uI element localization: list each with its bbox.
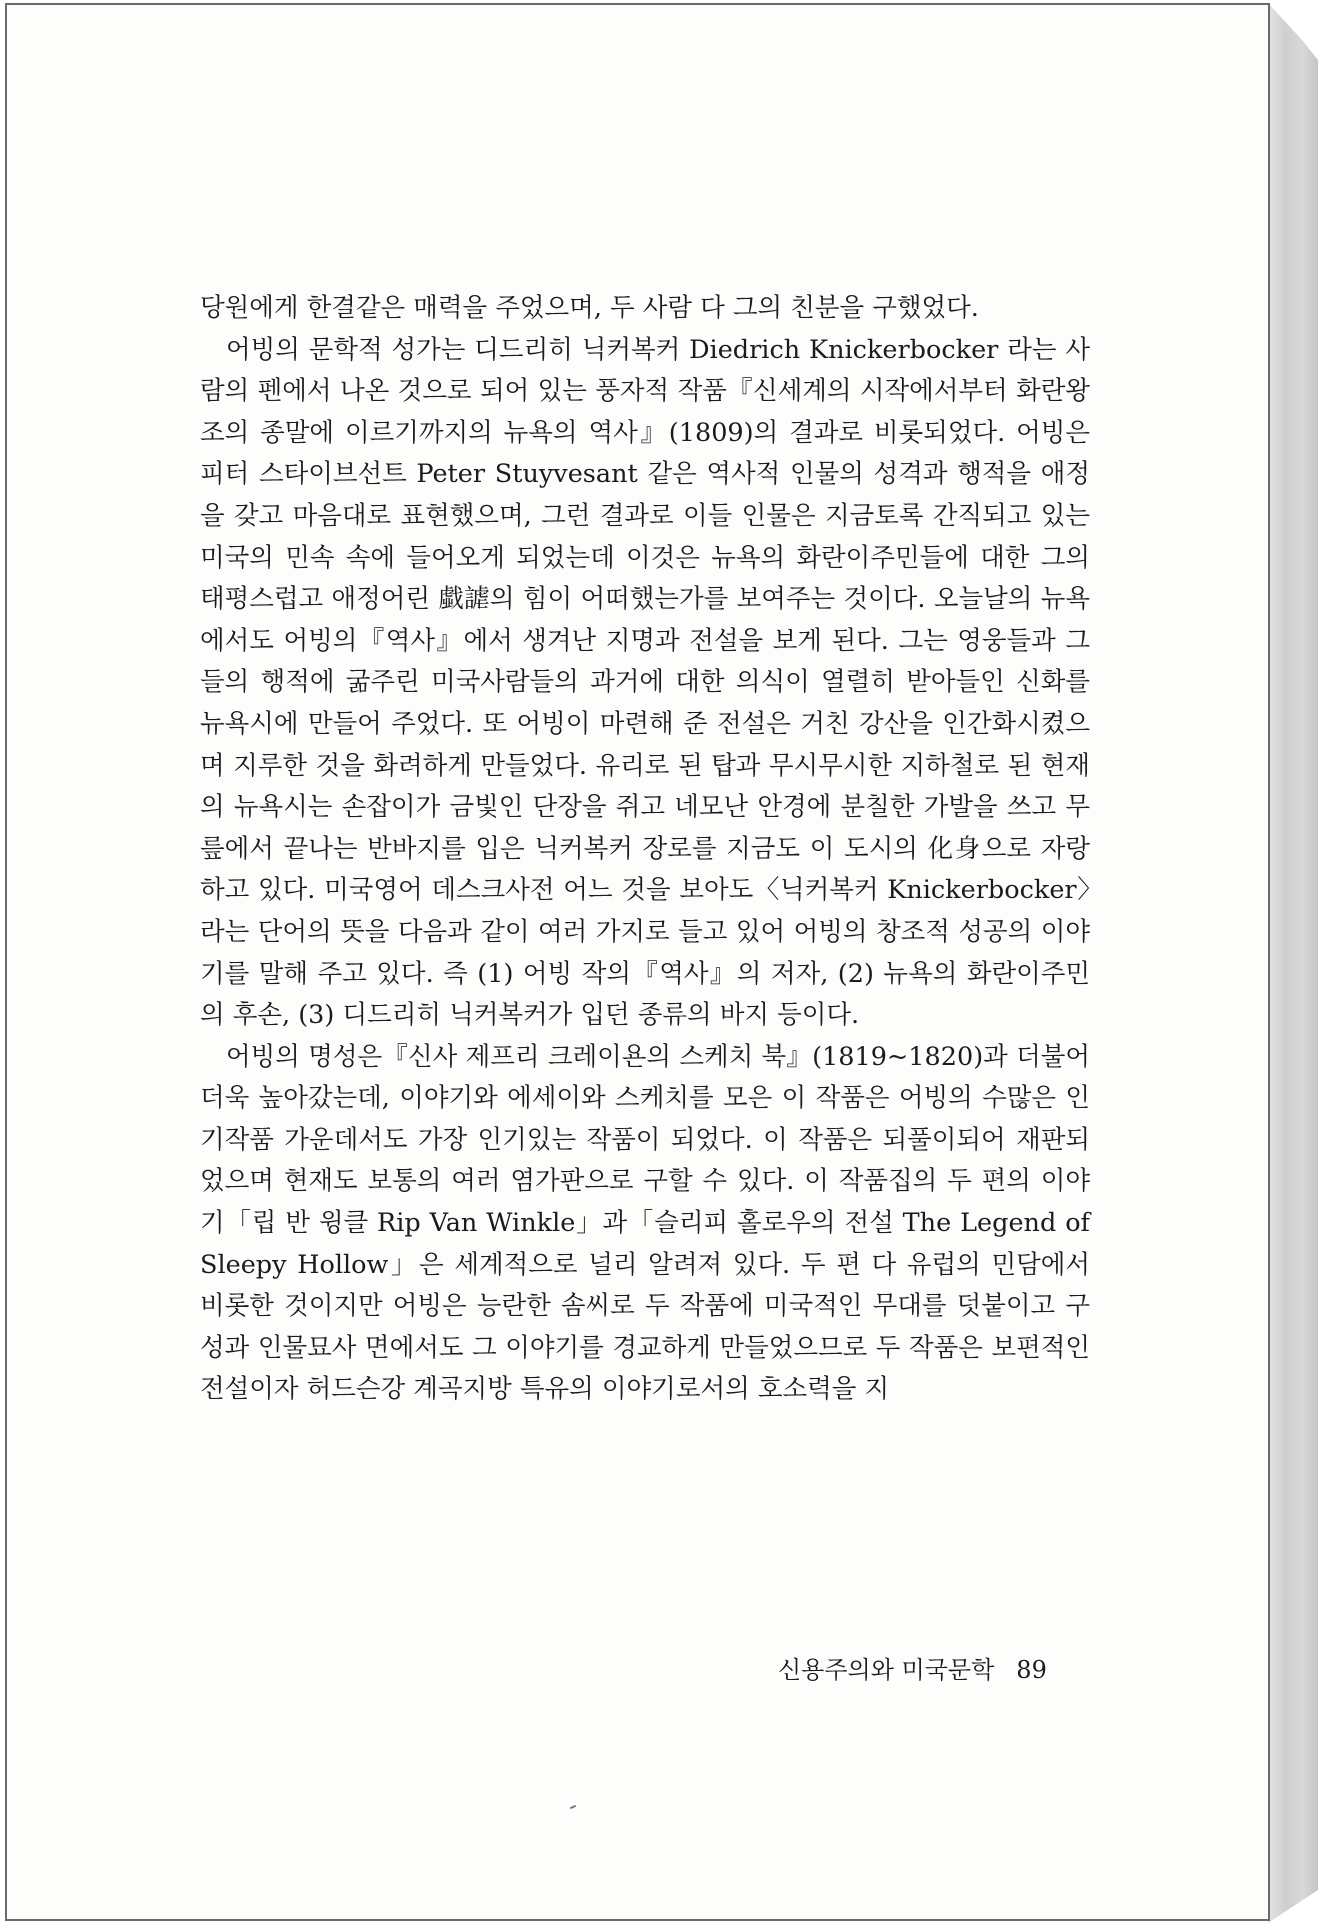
page-number: 89 [1016,1656,1047,1684]
body-text [200,288,1090,1411]
page-right-edge [1268,3,1270,1921]
paragraph-continued: 당원에게 한결같은 매력을 주었으며, 두 사람 다 그의 친분을 구했었다. [200,293,979,323]
running-head: 신용주의와 미국문학 [778,1656,995,1684]
paragraph-sketch-book: 어빙의 명성은『신사 제프리 크레이욘의 스케치 북』(1819~1820)과 더불어 더욱 높아갔는데, 이야기와 에세이와 스케치를 모은 이 작품은 어빙의 수많은 인기작품 가운데서도 가장 인기있는 작품이 되었다. 이 작품은 되풀이되어 재판되었으며 현재도 보통의 여러 염가판으로 구할 수 있다. 이 작품집의 두 편의 이야기「립 반 윙클 Rip Van Winkle」과「슬리피 홀로우의 전설 The Legend of Sleepy Hollow」은 세계적으로 널리 알려져 있다. 두 편 다 유럽의 민담에서 비롯한 것이지만 어빙은 능란한 솜씨로 두 작품에 미국적인 무대를 덧붙이고 구성과 인물묘사 면에서도 그 이야기를 경교하게 만들었으므로 두 작품은 보편적인 전설이자 허드슨강 계곡지방 특유의 이야기로서의 호소력을 지 [200,1041,1090,1405]
page-footer [778,1650,1047,1685]
paragraph-irving-history: 어빙의 문학적 성가는 디드리히 닉커복커 Diedrich Knickerbocker 라는 사람의 펜에서 나온 것으로 되어 있는 풍자적 작품『신세계의 시작에서부터 화란왕조의 종말에 이르기까지의 뉴욕의 역사』(1809)의 결과로 비롯되었다. 어빙은 피터 스타이브선트 Peter Stuyvesant 같은 역사적 인물의 성격과 행적을 애정을 갖고 마음대로 표현했으며, 그런 결과로 이들 인물은 지금토록 간직되고 있는 미국의 민속 속에 들어오게 되었는데 이것은 뉴욕의 화란이주민들에 대한 그의 태평스럽고 애정어린 戱謔의 힘이 어떠했는가를 보여주는 것이다. 오늘날의 뉴욕에서도 어빙의『역사』에서 생겨난 지명과 전설을 보게 된다. 그는 영웅들과 그들의 행적에 굶주린 미국사람들의 과거에 대한 의식이 열렬히 받아들인 신화를 뉴욕시에 만들어 주었다. 또 어빙이 마련해 준 전설은 거친 강산을 인간화시켰으며 지루한 것을 화려하게 만들었다. 유리로 된 탑과 무시무시한 지하철로 된 현재의 뉴욕시는 손잡이가 금빛인 단장을 쥐고 네모난 안경에 분칠한 가발을 쓰고 무릎에서 끝나는 반바지를 입은 닉커복커 장로를 지금도 이 도시의 化身으로 자랑하고 있다. 미국영어 데스크사전 어느 것을 보아도〈닉커복커 Knickerbocker〉라는 단어의 뜻을 다음과 같이 여러 가지로 들고 있어 어빙의 창조적 성공의 이야기를 말해 주고 있다. 즉 (1) 어빙 작의『역사』의 저자, (2) 뉴욕의 화란이주민의 후손, (3) 디드리히 닉커복커가 입던 종류의 바지 등이다. [200,334,1090,1031]
book-spine-edge [1268,0,1318,1926]
